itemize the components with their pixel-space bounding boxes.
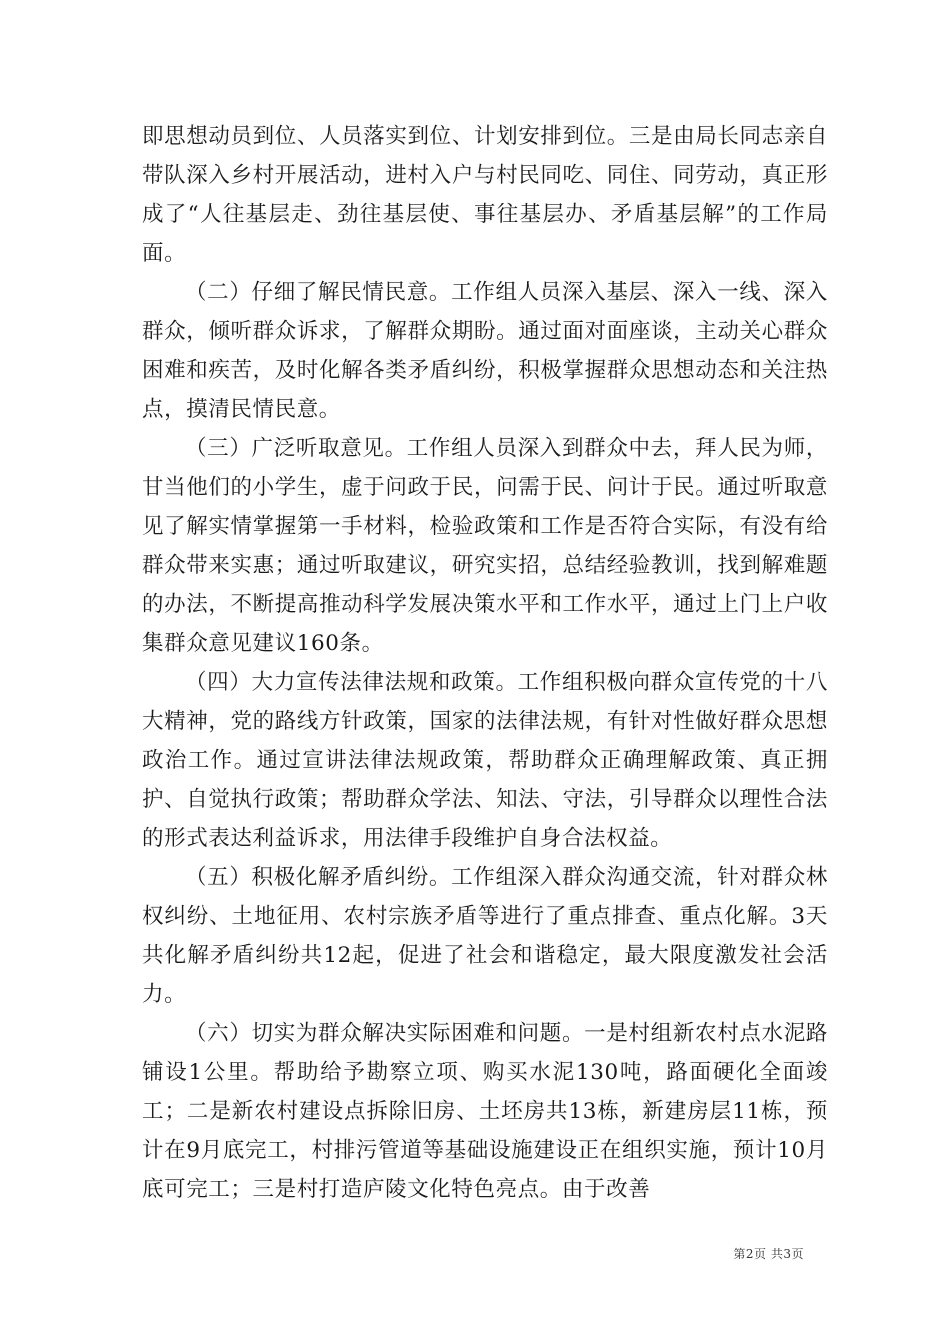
paragraph-section-2: （二）仔细了解民情民意。工作组人员深入基层、深入一线、深入群众，倾听群众诉求，了解群众期盼。通过面对面座谈，主动关心群众困难和疾苦，及时化解各类矛盾纠纷，积极掌握群众思想动态和关注热点，摸清民情民意。 — [142, 280, 828, 422]
paragraph-section-6: （六）切实为群众解决实际困难和问题。一是村组新农村点水泥路铺设1公里。帮助给予勘察立项、购买水泥130吨，路面硬化全面竣工；二是新农村建设点拆除旧房、土坯房共13栋，新建房层11栋，预计在9月底完工，村排污管道等基础设施建设正在组织实施，预计10月底可完工；三是村打造庐陵文化特色亮点。由于改善 — [142, 1021, 828, 1202]
page-number-footer: 第2页 共3页 — [733, 1247, 804, 1261]
paragraph-section-4: （四）大力宣传法律法规和政策。工作组积极向群众宣传党的十八大精神，党的路线方针政策，国家的法律法规，有针对性做好群众思想政治工作。通过宣讲法律法规政策，帮助群众正确理解政策、真正拥护、自觉执行政策；帮助群众学法、知法、守法，引导群众以理性合法的形式表达利益诉求，用法律手段维护自身合法权益。 — [142, 670, 828, 851]
paragraph-section-3: （三）广泛听取意见。工作组人员深入到群众中去，拜人民为师，甘当他们的小学生，虚于问政于民，问需于民、问计于民。通过听取意见了解实情掌握第一手材料，检验政策和工作是否符合实际，有没有给群众带来实惠；通过听取建议，研究实招，总结经验教训，找到解难题的办法，不断提高推动科学发展决策水平和工作水平，通过上门上户收集群众意见建议160条。 — [142, 436, 828, 656]
paragraph-section-5: （五）积极化解矛盾纠纷。工作组深入群众沟通交流，针对群众林权纠纷、土地征用、农村宗族矛盾等进行了重点排查、重点化解。3天共化解矛盾纠纷共12起，促进了社会和谐稳定，最大限度激发社会活力。 — [142, 865, 828, 1007]
document-body — [142, 117, 828, 1209]
paragraph-continuation: 即思想动员到位、人员落实到位、计划安排到位。三是由局长同志亲自带队深入乡村开展活动，进村入户与村民同吃、同住、同劳动，真正形成了“人往基层走、劲往基层使、事往基层办、矛盾基层解”的工作局面。 — [142, 124, 828, 266]
